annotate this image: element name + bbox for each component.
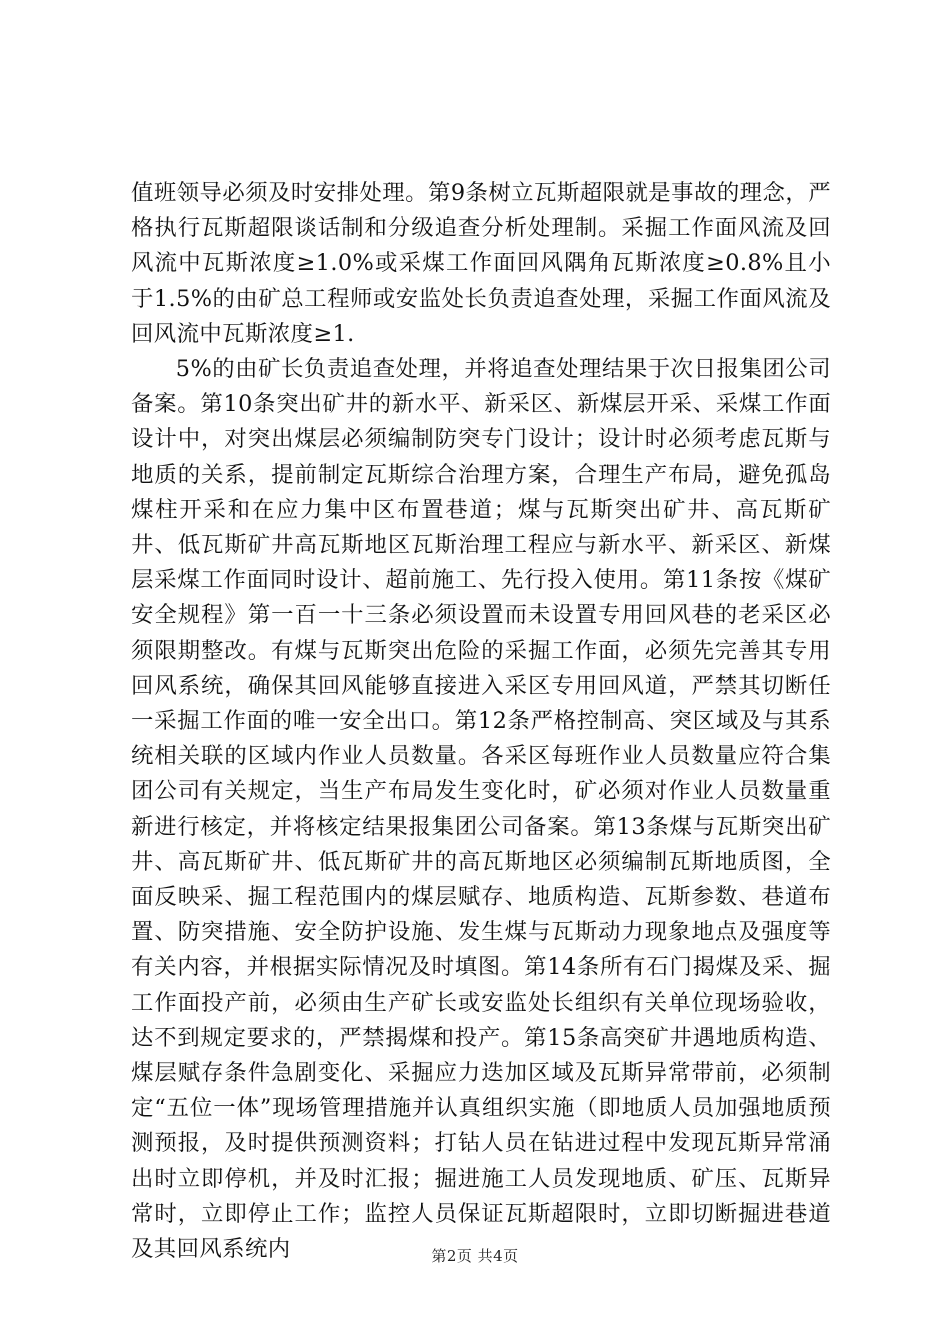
paragraph-1: 值班领导必须及时安排处理。第9条树立瓦斯超限就是事故的理念，严格执行瓦斯超限谈话制和分级追查分析处理制。采掘工作面风流及回风流中瓦斯浓度≥1.0%或采煤工作面回风隅角瓦斯浓度≥0.8%且小于1.5%的由矿总工程师或安监处长负责追查处理，采掘工作面风流及回风流中瓦斯浓度≥1. — [131, 180, 831, 347]
page-number-footer: 第2页 共4页 — [431, 1247, 519, 1265]
paragraph-2: 5%的由矿长负责追查处理，并将追查处理结果于次日报集团公司备案。第10条突出矿井的新水平、新采区、新煤层开采、采煤工作面设计中，对突出煤层必须编制防突专门设计；设计时必须考虑瓦斯与地质的关系，提前制定瓦斯综合治理方案，合理生产布局，避免孤岛煤柱开采和在应力集中区布置巷道；煤与瓦斯突出矿井、高瓦斯矿井、低瓦斯矿井高瓦斯地区瓦斯治理工程应与新水平、新采区、新煤层采煤工作面同时设计、超前施工、先行投入使用。第11条按《煤矿安全规程》第一百一十三条必须设置而未设置专用回风巷的老采区必须限期整改。有煤与瓦斯突出危险的采掘工作面，必须先完善其专用回风系统，确保其回风能够直接进入采区专用回风道，严禁其切断任一采掘工作面的唯一安全出口。第12条严格控制高、突区域及与其系统相关联的区域内作业人员数量。各采区每班作业人员数量应符合集团公司有关规定，当生产布局发生变化时，矿必须对作业人员数量重新进行核定，并将核定结果报集团公司备案。第13条煤与瓦斯突出矿井、高瓦斯矿井、低瓦斯矿井的高瓦斯地区必须编制瓦斯地质图，全面反映采、掘工程范围内的煤层赋存、地质构造、瓦斯参数、巷道布置、防突措施、安全防护设施、发生煤与瓦斯动力现象地点及强度等有关内容，并根据实际情况及时填图。第14条所有石门揭煤及采、掘工作面投产前，必须由生产矿长或安监处长组织有关单位现场验收，达不到规定要求的，严禁揭煤和投产。第15条高突矿井遇地质构造、煤层赋存条件急剧变化、采掘应力迭加区域及瓦斯异常带前，必须制定“五位一体”现场管理措施并认真组织实施（即地质人员加强地质预测预报，及时提供预测资料；打钻人员在钻进过程中发现瓦斯异常涌出时立即停机，并及时汇报；掘进施工人员发现地质、矿压、瓦斯异常时，立即停止工作；监控人员保证瓦斯超限时，立即切断掘进巷道及其回风系统内 — [131, 356, 831, 1263]
document-body — [131, 176, 831, 1267]
